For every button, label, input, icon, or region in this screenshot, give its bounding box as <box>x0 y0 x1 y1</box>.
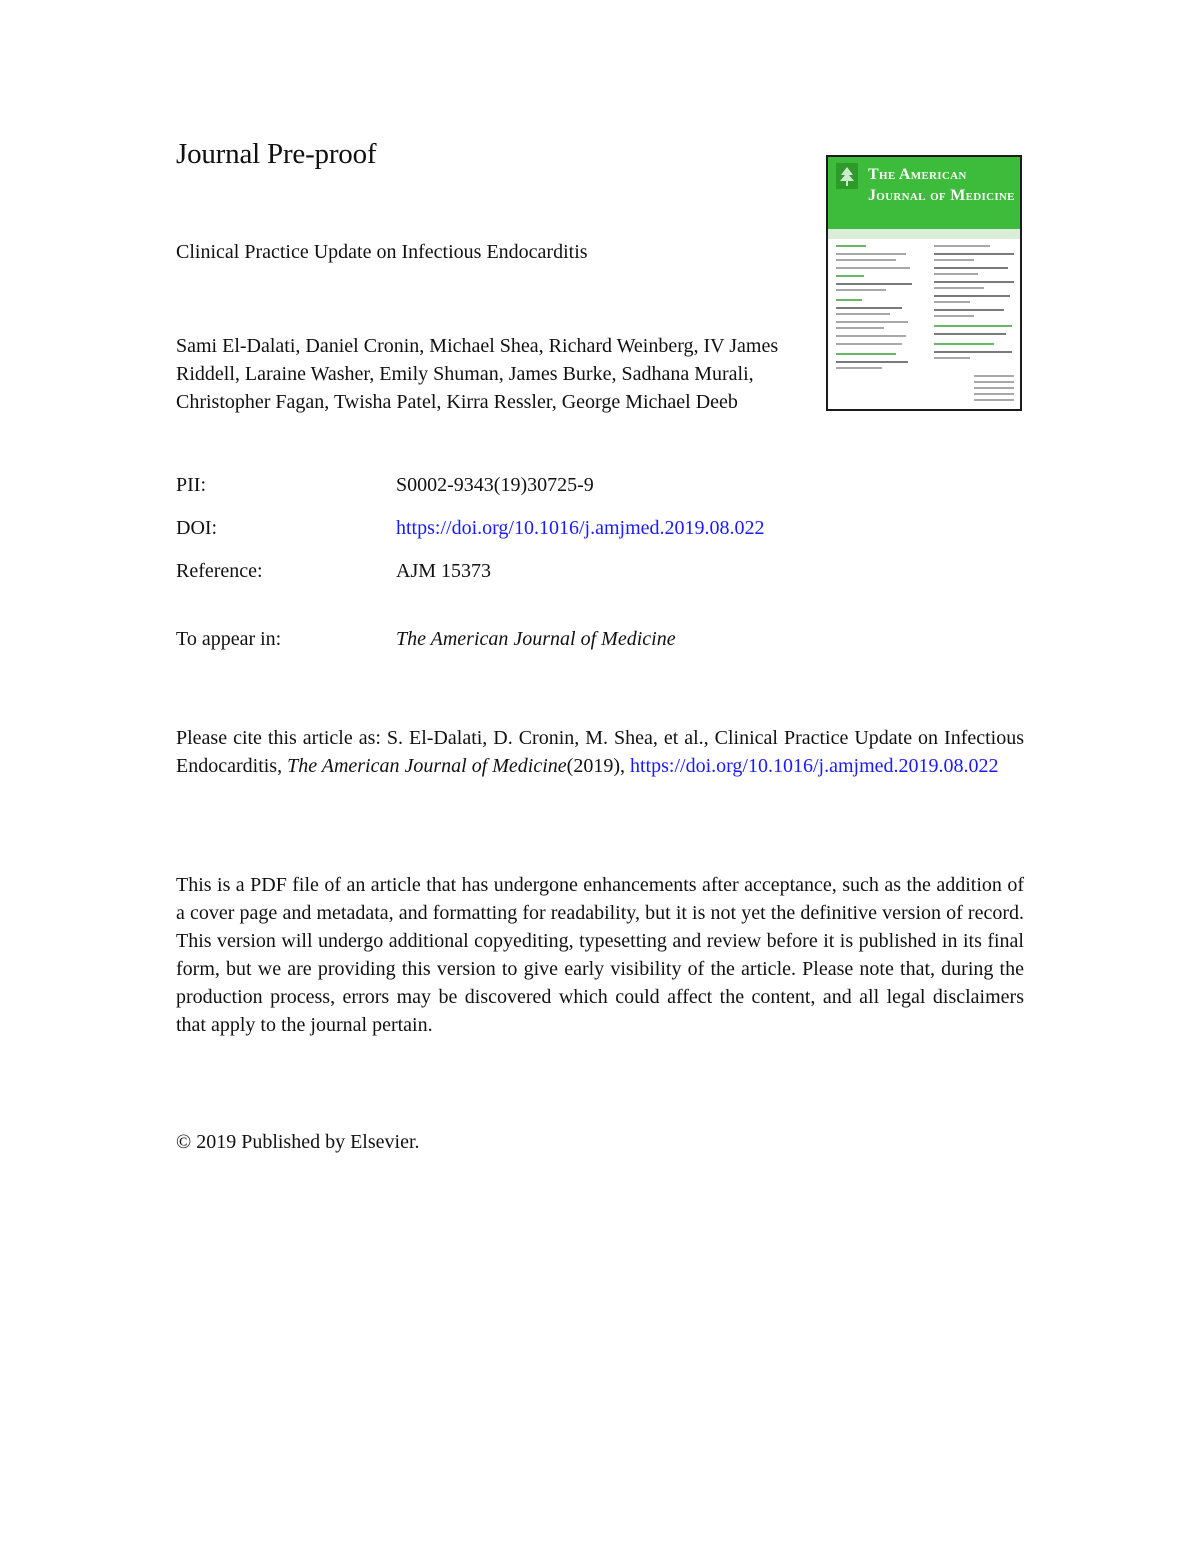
article-title: Clinical Practice Update on Infectious Endocarditis <box>176 241 588 263</box>
cover-line <box>934 253 1014 255</box>
cover-line <box>836 267 910 269</box>
cover-subheader-strip <box>828 229 1020 239</box>
cover-line <box>836 299 862 301</box>
cover-line <box>934 295 1010 297</box>
cover-line <box>934 357 970 359</box>
cover-line <box>934 287 984 289</box>
cover-line <box>836 289 886 291</box>
cover-line <box>934 267 1008 269</box>
page-header: Journal Pre-proof <box>176 138 377 170</box>
doi-label: DOI: <box>176 517 218 539</box>
cover-line <box>974 375 1014 377</box>
cover-line <box>934 351 1012 353</box>
cover-line <box>836 253 906 255</box>
cover-line <box>934 281 1014 283</box>
pii-value: S0002-9343(19)30725-9 <box>396 474 594 496</box>
cover-contents-list <box>834 243 1018 405</box>
elsevier-logo-icon <box>836 163 858 189</box>
cover-line <box>836 283 912 285</box>
cover-line <box>836 321 908 323</box>
cover-line <box>836 335 906 337</box>
cover-line <box>934 315 974 317</box>
cover-line <box>836 327 884 329</box>
citation-year: (2019), <box>566 755 630 777</box>
reference-value: AJM 15373 <box>396 560 492 582</box>
cover-line <box>836 259 896 261</box>
citation-doi-link[interactable]: https://doi.org/10.1016/j.amjmed.2019.08.022 <box>630 755 999 777</box>
reference-label: Reference: <box>176 560 263 582</box>
disclaimer-paragraph: This is a PDF file of an article that has undergone enhancements after acceptance, such as the addition of a cover page and metadata, and formatting for readability, but it is not yet the definitive version of record. This version will undergo additional copyediting, typesetting and review before it is published in its final form, but we are providing this version to give early visibility of the article. Please note that, during the production process, errors may be discovered which could affect the content, and all legal disclaimers that apply to the journal pertain. <box>176 874 1024 1036</box>
pii-label: PII: <box>176 474 206 496</box>
cover-line <box>836 343 902 345</box>
cover-journal-title: The American Journal of Medicine <box>868 166 1015 204</box>
cover-line <box>836 361 908 363</box>
cover-line <box>836 313 890 315</box>
cover-line <box>974 393 1014 395</box>
cover-line <box>934 325 1012 327</box>
cover-line <box>974 381 1014 383</box>
journal-cover-thumbnail <box>826 155 1022 411</box>
cover-line <box>836 353 896 355</box>
appear-in-journal: The American Journal of Medicine <box>396 628 676 650</box>
cover-line <box>974 387 1014 389</box>
cover-line <box>836 275 864 277</box>
cover-line <box>934 343 994 345</box>
cover-line <box>974 399 1014 401</box>
citation-text: Please cite this article as: S. El-Dalati, D. Cronin, M. Shea, et al., Clinical Practice Update on Infectious Endocarditis, <box>176 727 1024 777</box>
cover-line <box>934 301 970 303</box>
citation-journal: The American Journal of Medicine <box>287 755 567 777</box>
author-list: Sami El-Dalati, Daniel Cronin, Michael Shea, Richard Weinberg, IV James Riddell, Laraine Washer, Emily Shuman, James Burke, Sadhana Murali, Christopher Fagan, Twisha Patel, Kirra Ressler, George Michael Deeb <box>176 335 779 413</box>
cover-line <box>934 309 1004 311</box>
doi-link[interactable]: https://doi.org/10.1016/j.amjmed.2019.08.022 <box>396 517 765 539</box>
copyright-notice: © 2019 Published by Elsevier. <box>176 1131 420 1153</box>
appear-in-label: To appear in: <box>176 628 282 650</box>
cover-title-band <box>828 157 1020 229</box>
cover-line <box>836 245 866 247</box>
citation-paragraph <box>176 724 1024 780</box>
cover-line <box>836 307 902 309</box>
cover-line <box>934 273 978 275</box>
cover-line <box>934 259 974 261</box>
cover-line <box>934 245 990 247</box>
cover-line <box>934 333 1006 335</box>
cover-line <box>836 367 882 369</box>
